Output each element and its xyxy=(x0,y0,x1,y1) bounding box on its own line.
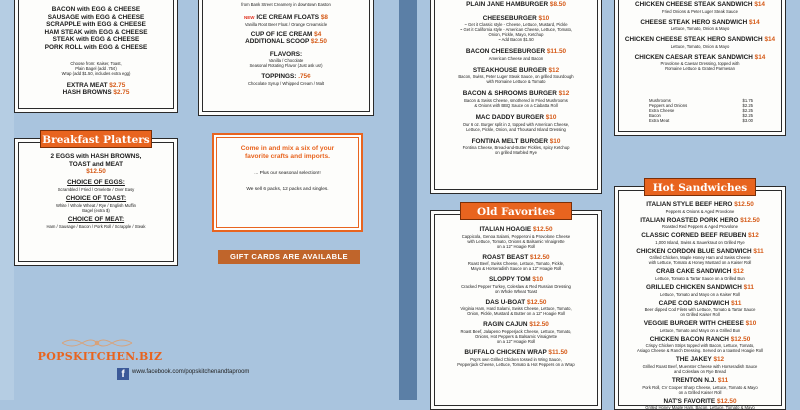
menu-item-name: DAS U-BOAT xyxy=(485,298,526,306)
toppings-item: TOPPINGS: .75¢ xyxy=(261,73,311,81)
menu-item xyxy=(431,15,601,43)
menu-item-name: TRENTON N.J. xyxy=(671,376,717,384)
menu-item-title xyxy=(431,1,601,9)
menu-item xyxy=(615,300,785,318)
website-link[interactable]: POPSKITCHEN.BIZ xyxy=(37,350,163,363)
menu-item-desc: Lettuce, Tomato & Tartar Sauce on a Grilled Bun xyxy=(655,275,745,281)
ornament-icon xyxy=(60,336,134,350)
menu-item-title xyxy=(615,248,785,256)
menu-item: HAM STEAK with EGG & CHEESE xyxy=(44,28,148,36)
menu-item-price: $10 xyxy=(538,14,550,22)
menu-item-title xyxy=(431,15,601,23)
menu-item-desc: Peppers & Onions & Aged Provolone xyxy=(665,208,735,214)
extras-table xyxy=(649,98,753,123)
platter-price: $12.50 xyxy=(86,168,106,176)
menu-item-desc: Cracked Pepper Turkey, Coleslaw & Red Russian Dressing xyxy=(461,283,571,289)
creamery-note: from Bank Street Creamery in downtown Easton xyxy=(241,2,331,7)
menu-item-title xyxy=(431,321,601,329)
promo-line: Come in and mix a six of your xyxy=(240,145,335,152)
hot-sandwiches-card xyxy=(614,186,786,410)
breakfast-sandwich-card xyxy=(14,0,178,113)
burgers-card xyxy=(430,0,602,194)
menu-item xyxy=(431,349,601,367)
extras-price: $2.25 xyxy=(742,103,753,108)
platter-line: TOAST and MEAT xyxy=(68,160,124,168)
menu-item-desc: Onion, Pickle, Mayo, Ketchup xyxy=(488,32,544,38)
menu-item xyxy=(431,276,601,294)
menu-item-title xyxy=(615,377,785,385)
menu-item-title xyxy=(431,114,601,122)
menu-item-desc: Grilled Chicken, Maple Honey Ham and Swiss Cheese xyxy=(649,255,751,261)
extras-price: $2.25 xyxy=(742,113,753,118)
menu-item-desc: Bacon & Swiss Cheese, smothered in Fried Mushrooms xyxy=(464,97,568,103)
promo-line: We sell 6 packs, 12 packs and singles. xyxy=(246,187,329,193)
menu-item xyxy=(615,19,785,32)
menu-item-desc: Roasted Red Peppers & Aged Provolone xyxy=(662,224,738,230)
menu-item-title xyxy=(431,254,601,262)
toast-title: CHOICE OF TOAST: xyxy=(65,194,127,202)
hash-browns-item: HASH BROWNS $2.75 xyxy=(62,89,130,97)
menu-item-title xyxy=(615,1,785,9)
menu-item-name: BACON CHEESEBURGER xyxy=(465,48,546,56)
menu-item-desc: Pop's own Grilled Chicken tossed in Wing Sauce, xyxy=(470,356,562,362)
menu-item-desc: ~ Get it California style - American Cheese, Lettuce, Tomato, xyxy=(459,27,573,33)
menu-item-name: CHEESE STEAK HERO SANDWICH xyxy=(640,18,748,26)
menu-item-price: $12.50 xyxy=(530,253,550,261)
menu-item-desc: Grilled Honey Maple Ham, Bacon, Lettuce, Tomato & Mayo xyxy=(645,405,755,410)
menu-item-title xyxy=(431,90,601,98)
menu-item-name: CHICKEN CHEESE STEAK SANDWICH xyxy=(635,1,753,8)
menu-item-title xyxy=(615,336,785,344)
menu-item xyxy=(431,299,601,317)
menu-item-price: $14 xyxy=(754,53,766,61)
menu-item-title xyxy=(431,276,601,284)
menu-item-name: CHICKEN CORDON BLUE SANDWICH xyxy=(636,247,752,255)
menu-item xyxy=(615,1,785,14)
menu-item-desc: Provolone & Caesar Dressing, topped with xyxy=(660,61,740,67)
menu-item-desc: Fontina Cheese, Bread-and-Butter Pickles, spicy Ketchup xyxy=(462,145,570,151)
promo-line: ... Plus our seasonal selection!! xyxy=(254,171,321,177)
menu-item: BACON with EGG & CHEESE xyxy=(51,6,141,13)
menu-item-price: $12 xyxy=(748,232,759,240)
menu-item-name: ITALIAN ROASTED PORK HERO xyxy=(640,216,739,224)
menu-item-name: THE JAKEY xyxy=(675,356,712,364)
menu-item-price: $12 xyxy=(548,66,560,74)
center-stripe xyxy=(399,0,417,400)
menu-item-desc: on a 12" Hoagie Roll xyxy=(496,338,536,344)
menu-item-price: $14 xyxy=(764,36,776,44)
menu-item-desc: on a 12" Hoagie Roll xyxy=(496,243,536,249)
menu-item-price: $11 xyxy=(743,283,754,291)
menu-item-price: $11 xyxy=(731,299,742,307)
menu-item-name: RAGIN CAJUN xyxy=(483,321,528,329)
menu-item-price: $11.50 xyxy=(548,348,568,356)
menu-item-desc: Roast Beef, Jalapeno Pepperjack Cheese, Lettuce, Tomato, xyxy=(460,328,572,334)
menu-item-desc: Asiago Cheese & Ranch Dressing. Served on a toasted Hoagie Roll xyxy=(637,348,763,354)
menu-item-price: $12 xyxy=(558,90,570,98)
menu-item-title xyxy=(615,284,785,292)
menu-item-title xyxy=(615,320,785,328)
menu-item-desc: Grilled Roast Beef, Muenster Cheese with Horseradish Sauce xyxy=(642,363,758,369)
menu-item-name: BACON & SHROOMS BURGER xyxy=(462,90,557,98)
menu-item-title xyxy=(615,232,785,240)
ice-cream-card xyxy=(198,0,374,116)
menu-item-title xyxy=(431,48,601,56)
menu-item-desc: Bacon, Swiss, Peter Luger Steak Sauce, on grilled Sourdough xyxy=(458,74,574,80)
extras-price: $1.75 xyxy=(742,98,753,103)
steaks-card xyxy=(614,0,786,136)
menu-item-desc: American Cheese and Bacon xyxy=(488,55,544,61)
promo-line: favorite crafts and imports. xyxy=(244,153,330,161)
menu-item-title xyxy=(431,349,601,357)
menu-item-name: STEAKHOUSE BURGER xyxy=(472,66,547,74)
menu-item xyxy=(431,114,601,132)
menu-item xyxy=(431,1,601,9)
platter-line: 2 EGGS with HASH BROWNS, xyxy=(50,153,142,160)
menu-item xyxy=(431,254,601,272)
menu-item-name: GRILLED CHICKEN SANDWICH xyxy=(646,283,742,291)
menu-item-price: $12.50 xyxy=(532,226,553,233)
menu-item-name: MAC DADDY BURGER xyxy=(475,113,544,121)
menu-item-name: ITALIAN STYLE BEEF HERO xyxy=(646,201,733,208)
menu-item-desc: ~ Add Bacon $1.50 xyxy=(498,37,534,43)
menu-item-price: $12.50 xyxy=(730,335,751,343)
menu-item-desc: on grilled Marbled Rye xyxy=(495,150,537,156)
menu-item-title xyxy=(615,398,785,406)
menu-item-name: NAT'S FAVORITE xyxy=(663,397,716,405)
menu-item-desc: Lettuce, Tomato, Onion & Mayo xyxy=(670,26,730,32)
menu-item-name: CHICKEN CHEESE STEAK HERO SANDWICH xyxy=(624,36,763,44)
menu-item-price: $11 xyxy=(753,247,764,255)
menu-item-price: $12.50 xyxy=(740,216,760,224)
menu-item: STEAK with EGG & CHEESE xyxy=(52,36,140,44)
menu-item xyxy=(615,201,785,214)
menu-item-price: $14 xyxy=(754,1,765,8)
extras-row xyxy=(649,118,753,123)
flavors-desc: Vanilla / Chocolate xyxy=(268,58,304,64)
menu-item: SAUSAGE with EGG & CHEESE xyxy=(47,13,145,21)
menu-item-desc: Onion, Pickle, Mustard & Butter on a 12" Hoagie Roll xyxy=(467,311,565,317)
menu-item-desc: on a Grilled Kaiser Roll xyxy=(678,389,722,395)
menu-item-desc: 1,000 Island, Swiss & Sauerkraut on Grilled Rye xyxy=(655,239,745,245)
menu-item-title xyxy=(615,217,785,225)
eggs-title: CHOICE OF EGGS: xyxy=(67,178,125,186)
menu-item xyxy=(615,284,785,297)
toast-desc: White / Whole Wheat / Rye / English Muffin xyxy=(56,202,136,208)
hot-sandwiches-header: Hot Sandwiches xyxy=(644,178,756,196)
menu-item-price: $10 xyxy=(745,320,757,328)
menu-item-title xyxy=(615,36,785,44)
extras-name: Bacon xyxy=(649,113,661,118)
menu-item-desc: Crispy Chicken Strips topped with Bacon, Lettuce, Tomato, xyxy=(645,343,755,349)
menu-item-title xyxy=(431,138,601,146)
menu-item-title xyxy=(615,356,785,364)
menu-item-desc: Lettuce, Tomato, Onion & Mayo xyxy=(670,43,730,49)
menu-item-desc: with Lettuce, Tomato, Onions & Balsamic Vinaigrette xyxy=(467,238,565,244)
extras-name: Peppers and Onions xyxy=(649,103,688,108)
menu-item-desc: on Grilled Kaiser Roll xyxy=(680,312,720,318)
left-stripe xyxy=(0,0,14,400)
menu-item xyxy=(431,90,601,108)
menu-item-price: $8.50 xyxy=(549,1,566,8)
eggs-desc: Scrambled / Fried / Omelette / Over Easy xyxy=(57,186,135,192)
facebook-icon: f xyxy=(117,368,129,380)
menu-item-name: CHEESEBURGER xyxy=(482,14,537,22)
menu-item-desc: on Whole Wheat Toast xyxy=(494,288,538,294)
menu-item xyxy=(615,320,785,333)
cup-item: CUP OF ICE CREAM $4 xyxy=(250,30,322,38)
scoop-item: ADDITIONAL SCOOP $2.50 xyxy=(245,38,327,46)
menu-item xyxy=(431,321,601,344)
menu-item xyxy=(615,398,785,410)
menu-item-desc: ~ Get it Classic style - Cheese, Lettuce, Mustard, Pickle xyxy=(464,22,568,28)
extras-price: $3.00 xyxy=(742,118,753,123)
bread-note: Plain Bagel (add .75¢) xyxy=(75,65,117,71)
menu-item-title xyxy=(615,54,785,62)
menu-item-desc: Lettuce, Tomato and Mayo on a Kaiser Roll xyxy=(660,291,740,297)
menu-item-title xyxy=(431,67,601,75)
beer-promo-box xyxy=(212,133,363,232)
meat-desc: Ham / Sausage / Bacon / Pork Roll / Scrapple / Steak xyxy=(46,223,146,229)
menu-item-desc: Roast Beef, Swiss Cheese, Lettuce, Tomato, Pickle, xyxy=(467,261,565,267)
menu-item-desc: Beer dipped Cod Filets with Lettuce, Tomato & Tartar Sauce xyxy=(644,307,756,313)
menu-item xyxy=(615,36,785,49)
menu-item-name: CHICKEN CAESAR STEAK SANDWICH xyxy=(634,53,753,61)
menu-item xyxy=(615,217,785,230)
menu-item-title xyxy=(431,299,601,307)
menu-item-title xyxy=(615,201,785,209)
menu-item-price: $12.50 xyxy=(716,397,737,405)
menu-item-price: $12 xyxy=(713,356,725,364)
menu-item-desc: with Lettuce, Tomato & Honey Mustard on a Kaiser Roll xyxy=(648,260,752,266)
menu-item-name: CLASSIC CORNED BEEF REUBEN xyxy=(641,232,747,240)
menu-item-price: $12.50 xyxy=(529,321,549,329)
menu-item-desc: Fried Onions & Peter Luger Steak Sauce xyxy=(662,8,738,14)
menu-item-name: FONTINA MELT BURGER xyxy=(471,137,548,145)
menu-item-price: $12.50 xyxy=(526,298,547,306)
extras-name: Extra Cheese xyxy=(649,108,675,113)
menu-item xyxy=(615,336,785,354)
menu-item xyxy=(431,226,601,249)
menu-item-price: $10 xyxy=(549,137,561,145)
menu-item xyxy=(431,138,601,156)
menu-item-price: $10 xyxy=(532,276,544,284)
menu-item-name: ROAST BEAST xyxy=(482,253,529,261)
menu-item-price: $10 xyxy=(545,113,557,121)
new-badge: NEW xyxy=(244,15,255,20)
toast-desc: Bagel (extra $) xyxy=(82,207,110,213)
menu-item-desc: Romaine Lettuce & Grated Parmesan xyxy=(665,66,735,72)
bread-note: Wrap (add $1.50, includes extra egg) xyxy=(61,70,131,76)
menu-item-desc: Mayo & Horseradish Sauce on a 12" Hoagie Roll xyxy=(470,266,562,272)
menu-item-name: BUFFALO CHICKEN WRAP xyxy=(464,348,547,356)
extras-name: Extra Meat xyxy=(649,118,670,123)
menu-item xyxy=(615,377,785,395)
extra-meat-item: EXTRA MEAT $2.75 xyxy=(66,81,126,89)
menu-item-price: $12.50 xyxy=(734,201,754,208)
menu-item-name: CRAB CAKE SANDWICH xyxy=(656,268,732,276)
menu-item xyxy=(431,48,601,61)
menu-item-price: $11 xyxy=(717,376,729,384)
menu-item-price: $14 xyxy=(748,18,760,26)
facebook-link[interactable]: www.facebook.com/popskitchenandtaproom xyxy=(132,369,250,375)
menu-item-title xyxy=(615,300,785,308)
menu-item-desc: Cappicola, Genoa Salami, Pepperoni & Provolone Cheese xyxy=(461,233,571,239)
flavors-desc: Seasonal Rotating Flavor (Just ask us!) xyxy=(249,63,323,69)
menu-item xyxy=(615,248,785,266)
extras-price: $2.25 xyxy=(742,108,753,113)
menu-item xyxy=(615,54,785,72)
menu-item-desc: Pepperjack Cheese, Lettuce, Tomato & Hot Peppers on a Wrap xyxy=(457,361,575,367)
menu-item-name: CAPE COD SANDWICH xyxy=(658,299,730,307)
menu-item-name: SLOPPY TOM xyxy=(488,276,531,284)
menu-item-price: $11.50 xyxy=(546,48,567,56)
menu-item-desc: with Romaine Lettuce & Tomato xyxy=(486,79,546,85)
breakfast-platters-card xyxy=(14,138,178,266)
floats-desc: Vanilla Root Beer Float / Orange Creamsicle xyxy=(244,21,328,27)
menu-item-desc: and Coleslaw on Rye Bread xyxy=(674,368,726,374)
menu-item-name: ITALIAN HOAGIE xyxy=(479,226,532,233)
menu-item xyxy=(431,67,601,85)
menu-item xyxy=(615,356,785,374)
menu-item xyxy=(615,232,785,245)
menu-item: SCRAPPLE with EGG & CHEESE xyxy=(46,21,146,29)
meat-title: CHOICE OF MEAT: xyxy=(67,215,125,223)
menu-item-desc: & Onions with BBQ Sauce on a Ciabatta Roll xyxy=(474,102,558,108)
menu-item-desc: Lettuce, Tomato and Mayo on a Grilled Bun xyxy=(659,327,741,333)
menu-item-title xyxy=(615,268,785,276)
menu-item-desc: Lettuce, Pickle, Onion, and Thousand Island Dressing xyxy=(466,126,566,132)
menu-item-desc: Pork Roll, CV Cooper Sharp Cheese, Lettuce, Tomato & Mayo xyxy=(642,384,758,390)
menu-item-desc: Our 6 oz. Burger split in 2, topped with American Cheese, xyxy=(462,121,570,127)
breakfast-platters-header: Breakfast Platters xyxy=(40,130,152,148)
menu-item-name: VEGGIE BURGER WITH CHEESE xyxy=(643,320,744,328)
bread-note: Choose from: Kaiser, Toast, xyxy=(70,60,122,66)
menu-item-name: CHICKEN BACON RANCH xyxy=(649,335,729,343)
menu-item-desc: Virginia Ham, Hard Salami, Swiss Cheese, Lettuce, Tomato, xyxy=(460,306,572,312)
menu-item-desc: Onions, Hot Peppers & Balsamic Vinaigrette xyxy=(474,333,558,339)
toppings-desc: Chocolate Syrup / Whipped Cream / Malt xyxy=(247,80,325,86)
menu-item-name: PLAIN JANE HAMBURGER xyxy=(466,1,549,8)
old-favorites-card xyxy=(430,210,602,410)
menu-item: PORK ROLL with EGG & CHEESE xyxy=(44,43,148,51)
old-favorites-header: Old Favorites xyxy=(460,202,572,220)
extras-name: Mushrooms xyxy=(649,98,671,103)
gift-cards-banner: GIFT CARDS ARE AVAILABLE xyxy=(218,250,360,264)
menu-item xyxy=(615,268,785,281)
flavors-title: FLAVORS: xyxy=(269,50,303,58)
menu-item-title xyxy=(615,19,785,27)
menu-item-title xyxy=(431,226,601,234)
menu-item-price: $12 xyxy=(733,268,744,276)
floats-item: $^{NEW}$ ICE CREAM FLOATS $8 xyxy=(244,14,328,21)
